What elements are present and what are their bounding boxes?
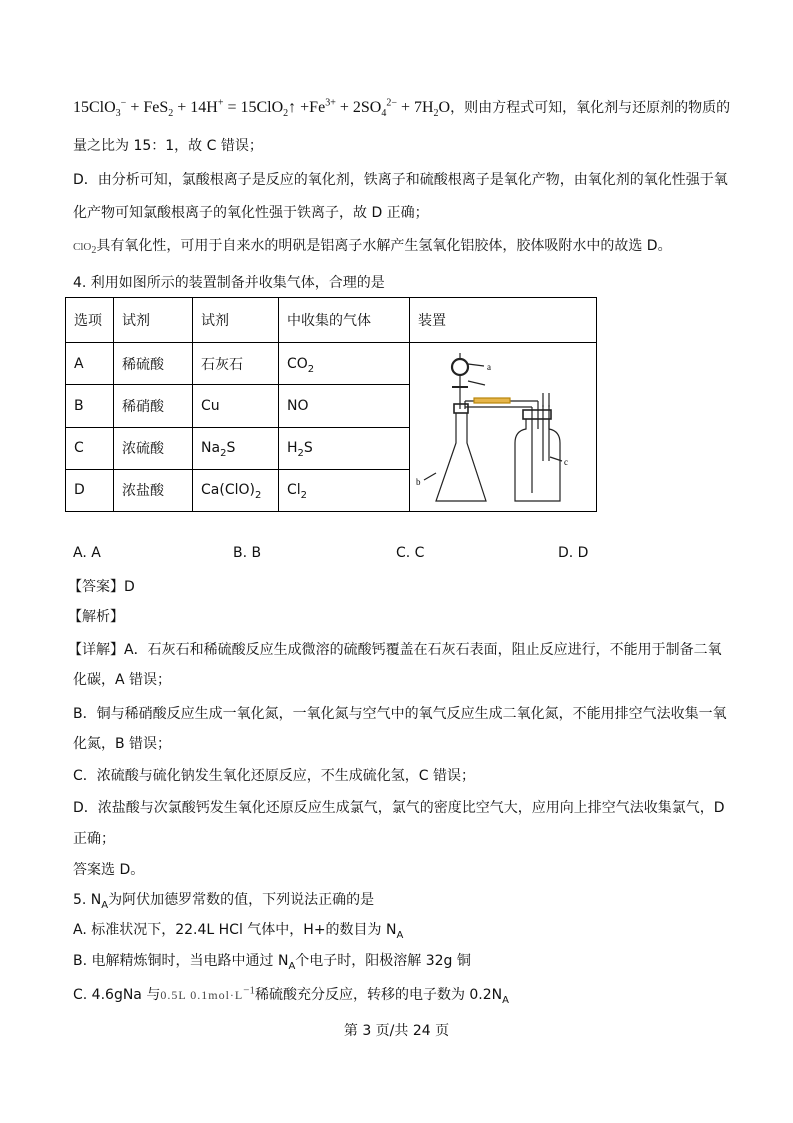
page-footer: 第 3 页/共 24 页 (343, 1023, 450, 1039)
answer-value: D (124, 579, 135, 595)
choice-d: D. D (558, 545, 589, 561)
detail-line: 答案选 D。 (73, 862, 145, 878)
table-header: 试剂 (193, 298, 279, 343)
text-line: D．由分析可知，氯酸根离子是反应的氧化剂，铁离子和硫酸根离子是氧化产物，由氧化剂的氧化性强于氧 (73, 172, 728, 188)
table-row: C 浓硫酸 $Na_2S$ $H_2S$ (66, 427, 597, 469)
detail-line: 正确； (73, 831, 115, 847)
label-a: a (487, 362, 491, 372)
table-header: 选项 (66, 298, 114, 343)
apparatus-diagram (410, 343, 596, 507)
table-row: B 稀硝酸 Cu NO (66, 385, 597, 427)
text-line: ClO$_2$具有氧化性，可用于自来水的明矾是铝离子水解产生氢氧化铝胶体，胶体吸附水中的故选 D。 (73, 238, 672, 257)
table-header: 试剂 (114, 298, 193, 343)
q5-option-c: C. 4.6gNa 与0.5L $0.1mol\cdot L^{-1}$稀硫酸充分反应，转移的电子数为 $0.2N_A$ (73, 984, 509, 1006)
detail-line: C．浓硫酸与硫化钠发生氧化还原反应，不生成硫化氢，C 错误； (73, 768, 475, 784)
label-c: c (564, 457, 568, 467)
table-header: 中收集的气体 (279, 298, 410, 343)
answer-line (68, 577, 135, 597)
detail-line: B．铜与稀硝酸反应生成一氧化氮，一氧化氮与空气中的氧气反应生成二氧化氮，不能用排空气法收集一氧 (73, 706, 727, 722)
detail-line: 化碳，A 错误； (73, 672, 172, 688)
analysis-tag: 【解析】 (68, 609, 124, 625)
equation-tail: ，则由方程式可知，氧化剂与还原剂的物质的 (450, 100, 731, 116)
text-line: 化产物可知氯酸根离子的氧化性强于铁离子，故 D 正确； (73, 205, 429, 221)
detail-line: 【详解】A．石灰石和稀硫酸反应生成微溶的硫酸钙覆盖在石灰石表面，阻止反应进行，不能用于制备二氧 (68, 642, 722, 658)
detail-line: 化氮，B 错误； (73, 736, 172, 752)
table-row: D 浓盐酸 $Ca(ClO)_2$ $Cl_2$ (66, 469, 597, 511)
choice-c: C. C (396, 545, 425, 561)
equation-line (73, 98, 730, 118)
options-table (65, 297, 597, 512)
clo2-formula: ClO$_2$ (73, 241, 97, 257)
choice-a: A. A (73, 545, 101, 561)
table-row: A 稀硫酸 石灰石 $CO_2$ a b c (66, 343, 597, 385)
equation: 15ClO$_3$− + FeS$_2$ + 14H+ = 15ClO$_2$↑ $+Fe^{3+} + 2SO_4^{2-} + 7H_2O$ (73, 97, 451, 120)
apparatus-cell (410, 343, 597, 512)
q5-option-a: A. 标准状况下，22.4L HCl 气体中，H+的数目为 $N_A$ (73, 922, 404, 941)
detail-line: D．浓盐酸与次氯酸钙发生氧化还原反应生成氯气，氯气的密度比空气大，应用向上排空气法收集氯气，D (73, 800, 725, 816)
q5-option-b: B. 电解精炼铜时，当电路中通过 $N_A$个电子时，阳极溶解 32g 铜 (73, 953, 471, 972)
question-5-stem: 5. $N_A$为阿伏加德罗常数的值，下列说法正确的是 (73, 892, 375, 911)
question-4-stem: 4. 利用如图所示的装置制备并收集气体，合理的是 (73, 275, 385, 291)
choice-b: B. B (233, 545, 262, 561)
answer-tag: 【答案】 (68, 579, 124, 595)
table-header: 装置 (410, 298, 597, 343)
text-line: 量之比为 15：1，故 C 错误； (73, 138, 263, 154)
label-b: b (416, 477, 421, 487)
